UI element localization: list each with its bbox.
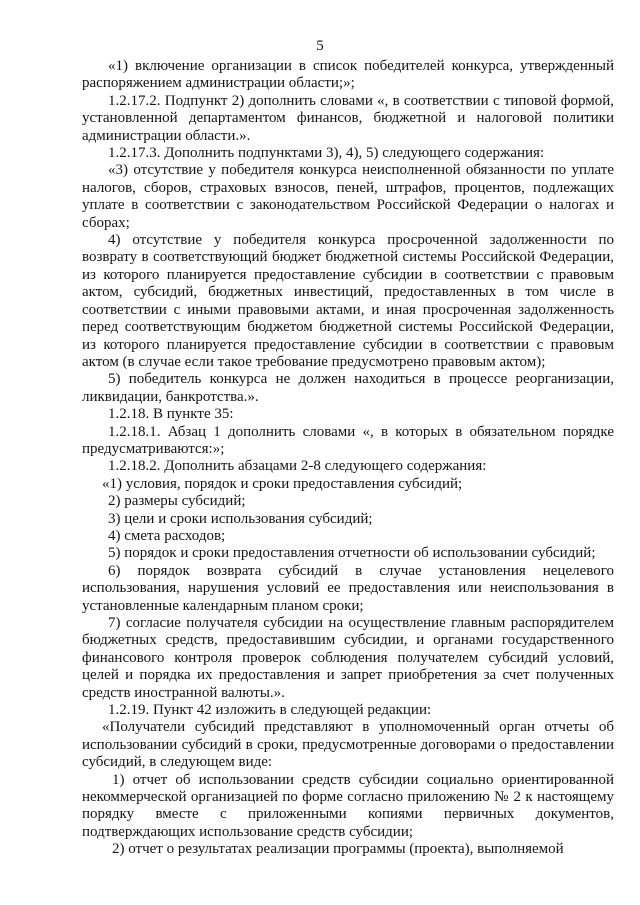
paragraph-item-4: 4) отсутствие у победителя конкурса просроченной задолженности по возврату в соответствующий бюджет бюджетной системы Российской Федерации, из которого планируется предоставление субсидии в соответствии с правовым актом, субсидий, бюджетных инвестиций, предоставленных в том числе в соответствии с иными правовыми актами, и иная просроченная задолженность перед соответствующим бюджетом бюджетной системы Российской Федерации, из которого планируется предоставление субсидии в соответствии с правовым актом (в случае если такое требование предусмотрено правовым актом); bbox=[82, 232, 614, 370]
list-item-conditions: «1) условия, порядок и сроки предоставления субсидий; bbox=[102, 475, 463, 492]
paragraph-1-2-18: 1.2.18. В пункте 35: bbox=[108, 406, 234, 423]
paragraph-item-5: 5) победитель конкурса не должен находиться в процессе реорганизации, ликвидации, банкротства.». bbox=[82, 371, 614, 405]
report-item-2: 2) отчет о результатах реализации программы (проекта), выполняемой bbox=[112, 841, 564, 858]
document-body bbox=[82, 58, 614, 859]
paragraph-item-1: «1) включение организации в список победителей конкурса, утвержденный распоряжением администрации области;»; bbox=[82, 58, 614, 92]
paragraph-1-2-17-2: 1.2.17.2. Подпункт 2) дополнить словами «, в соответствии с типовой формой, установленной департаментом финансов, бюджетной и налоговой политики администрации области.». bbox=[82, 92, 614, 144]
paragraph-1-2-17-3: 1.2.17.3. Дополнить подпунктами 3), 4), 5) следующего содержания: bbox=[108, 145, 545, 162]
list-item-goals: 3) цели и сроки использования субсидий; bbox=[108, 510, 373, 527]
list-item-return: 6) порядок возврата субсидий в случае установления нецелевого использования, нарушения условий ее предоставления или неиспользования в установленные календарным планом сроки; bbox=[82, 562, 614, 614]
list-item-consent: 7) согласие получателя субсидии на осуществление главным распорядителем бюджетных средств, предоставившим субсидии, и органами государственного финансового контроля проверок соблюдения получателем субсидий условий, целей и порядка их предоставления и запрет приобретения за счет полученных средств иностранной валюты.». bbox=[82, 615, 614, 701]
list-item-sizes: 2) размеры субсидий; bbox=[108, 493, 246, 510]
list-item-reporting: 5) порядок и сроки предоставления отчетности об использовании субсидий; bbox=[108, 545, 596, 562]
report-item-1: 1) отчет об использовании средств субсидии социально ориентированной некоммерческой организацией по форме согласно приложению № 2 к настоящему порядку вместе с приложенными копиями первичных документов, подтверждающих использование средств субсидии; bbox=[82, 771, 614, 840]
list-item-estimate: 4) смета расходов; bbox=[108, 527, 226, 544]
paragraph-1-2-19: 1.2.19. Пункт 42 изложить в следующей редакции: bbox=[108, 702, 432, 719]
paragraph-1-2-18-2: 1.2.18.2. Дополнить абзацами 2-8 следующего содержания: bbox=[108, 458, 487, 475]
page-number: 5 bbox=[316, 38, 324, 54]
paragraph-recipients-reports: «Получатели субсидий представляют в уполномоченный орган отчеты об использовании субсидий в сроки, предусмотренные договорами о предоставлении субсидий, в следующем виде: bbox=[82, 719, 614, 771]
paragraph-1-2-18-1: 1.2.18.1. Абзац 1 дополнить словами «, в которых в обязательном порядке предусматриваются:»; bbox=[82, 423, 614, 457]
paragraph-item-3: «3) отсутствие у победителя конкурса неисполненной обязанности по уплате налогов, сборов, страховых взносов, пеней, штрафов, процентов, подлежащих уплате в соответствии с законодательством Российской Федерации о налогах и сборах; bbox=[82, 162, 614, 231]
